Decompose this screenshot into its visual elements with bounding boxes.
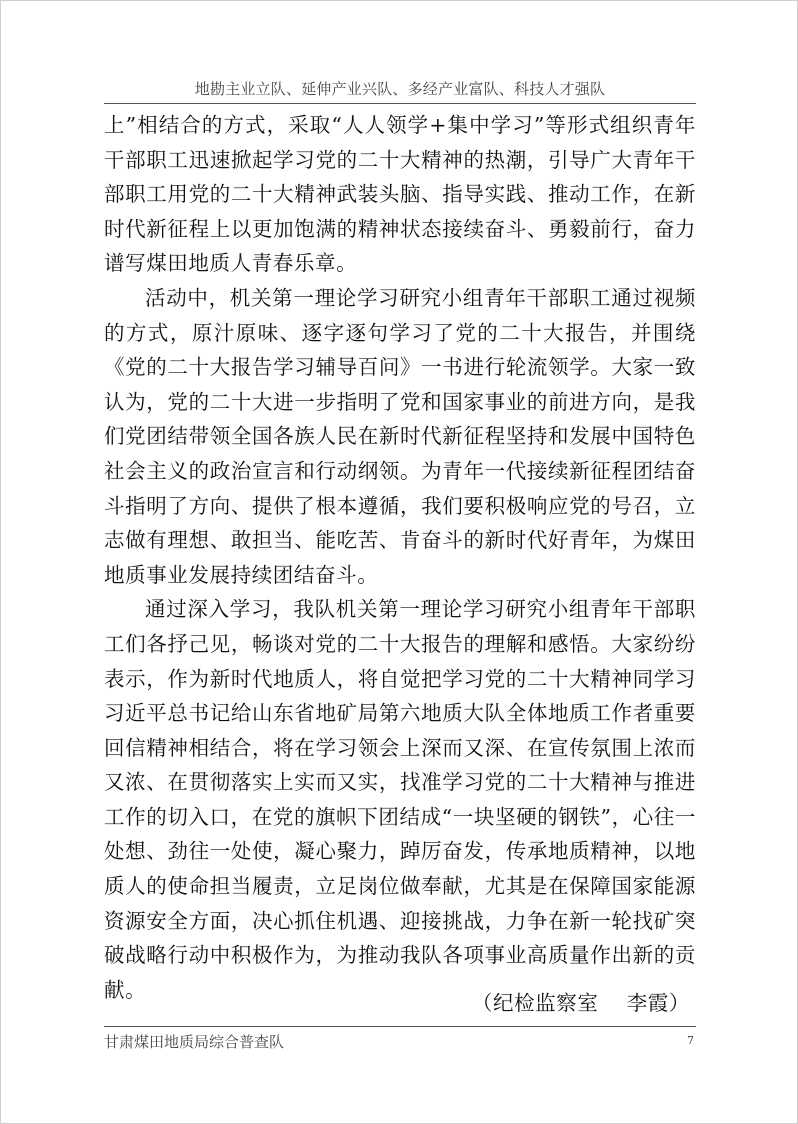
article-paragraph: 通过深入学习，我队机关第一理论学习研究小组青年干部职工们各抒己见，畅谈对党的二十大报告的理解和感悟。大家纷纷表示，作为新时代地质人，将自觉把学习党的二十大精神同学习习近平总书记给山东省地矿局第六地质大队全体地质工作者重要回信精神相结合，将在学习领会上深而又深、在宣传氛围上浓而又浓、在贯彻落实上实而又实，找准学习党的二十大精神与推进工作的切入口，在党的旗帜下团结成“一块坚硬的钢铁”，心往一处想、劲往一处使，凝心聚力，踔厉奋发，传承地质精神，以地质人的使命担当履责，立足岗位做奉献，尤其是在保障国家能源资源安全方面，决心抓住机遇、迎接挑战，力争在新一轮找矿突破战略行动中积极作为，为推动我队各项事业高质量作出新的贡献。 <box>104 597 696 1002</box>
page-number: 7 <box>687 1034 694 1047</box>
header-divider <box>104 103 696 104</box>
author-signature: （纪检监察室 李霞） <box>471 991 690 1015</box>
running-header: 地勘主业立队、延伸产业兴队、多经产业富队、科技人才强队 <box>194 80 606 98</box>
article-body <box>104 108 696 1007</box>
footer-divider <box>104 1026 696 1027</box>
article-paragraph-continued: 上”相结合的方式，采取“人人领学+集中学习”等形式组织青年干部职工迅速掀起学习党的二十大精神的热潮，引导广大青年干部职工用党的二十大精神武装头脑、指导实践、推动工作，在新时代新征程上以更加饱满的精神状态接续奋斗、勇毅前行，奋力谱写煤田地质人青春乐章。 <box>104 113 696 276</box>
footer-organization: 甘肃煤田地质局综合普查队 <box>104 1033 285 1051</box>
article-paragraph: 活动中，机关第一理论学习研究小组青年干部职工通过视频的方式，原汁原味、逐字逐句学习了党的二十大报告，并围绕《党的二十大报告学习辅导百问》一书进行轮流领学。大家一致认为，党的二十大进一步指明了党和国家事业的前进方向，是我们党团结带领全国各族人民在新时代新征程坚持和发展中国特色社会主义的政治宣言和行动纲领。为青年一代接续新征程团结奋斗指明了方向、提供了根本遵循，我们要积极响应党的号召，立志做有理想、敢担当、能吃苦、肯奋斗的新时代好青年，为煤田地质事业发展持续团结奋斗。 <box>104 285 696 587</box>
